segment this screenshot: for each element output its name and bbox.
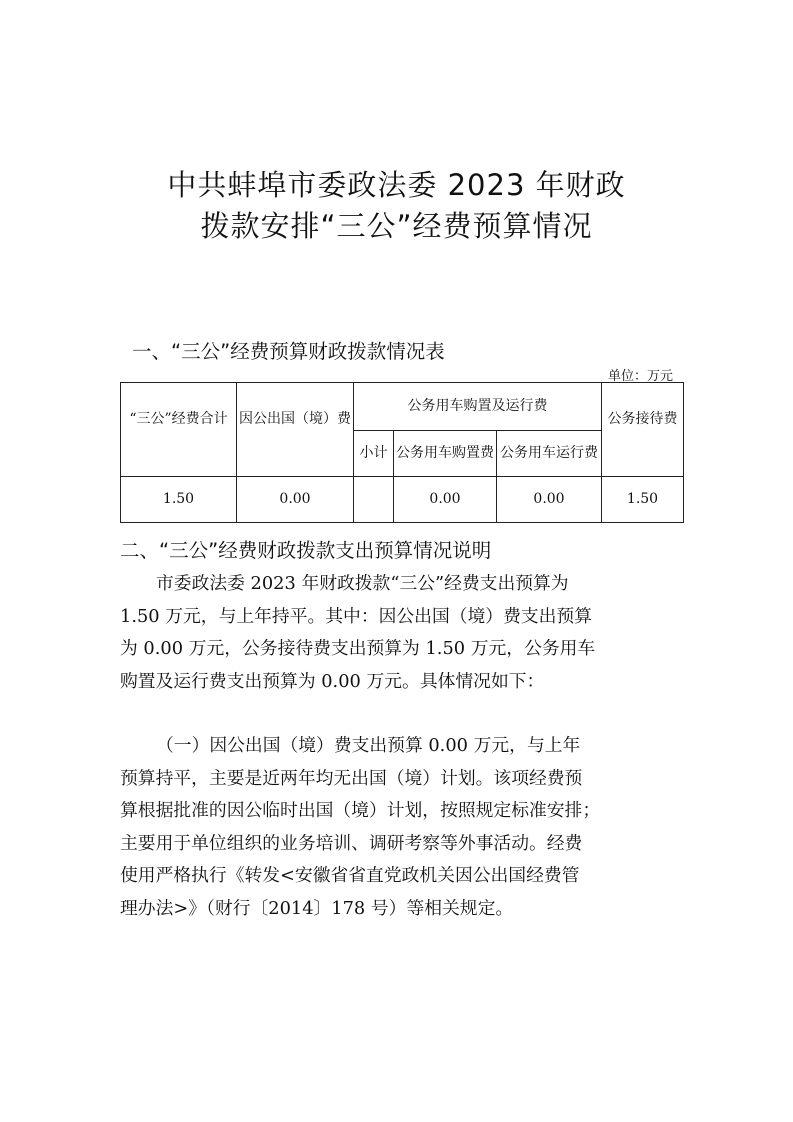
header-reception — [602, 383, 684, 477]
doc-title-line2: 拨款安排“三公”经费预算情况 — [200, 209, 593, 243]
value-vehicle-subtotal — [354, 477, 394, 523]
value-reception: 1.50 — [602, 477, 684, 523]
header-vehicle-subtotal — [354, 431, 394, 477]
header-total — [121, 383, 237, 477]
unit-label: 单位：万元 — [607, 369, 673, 384]
paragraph-travel — [120, 730, 685, 925]
paragraph-line: 为 0.00 万元，公务接待费支出预算为 1.50 万元，公务用车 — [120, 638, 596, 659]
fee-table — [120, 382, 684, 523]
paragraph-line: 1.50 万元，与上年持平。其中：因公出国（境）费支出预算 — [120, 605, 592, 627]
header-travel-label: 因公出国（境）费 — [239, 411, 351, 427]
paragraph-line: 市委政法委 2023 年财政拨款“三公”经费支出预算为 — [156, 573, 569, 594]
header-vehicle-group — [354, 383, 602, 431]
value-travel: 0.00 — [237, 477, 354, 523]
header-reception-label: 公务接待费 — [607, 411, 678, 427]
header-travel — [237, 383, 354, 477]
header-vehicle-purchase-label: 公务用车购置费 — [396, 445, 494, 461]
value-vehicle-purchase: 0.00 — [394, 477, 497, 523]
value-vehicle-operation: 0.00 — [497, 477, 602, 523]
section1-heading: 一、“三公”经费预算财政拨款情况表 — [132, 340, 445, 363]
paragraph-line: 主要用于单位组织的业务培训、调研考察等外事活动。经费 — [120, 832, 583, 854]
header-vehicle-operation — [497, 431, 602, 477]
section2-heading: 二、“三公”经费财政拨款支出预算情况说明 — [120, 539, 492, 562]
table-row — [121, 477, 684, 523]
header-vehicle-group-label: 公务用车购置及运行费 — [407, 398, 548, 414]
paragraph-summary — [120, 568, 685, 698]
value-total: 1.50 — [121, 477, 237, 523]
header-total-label: “三公”经费合计 — [129, 411, 228, 427]
header-vehicle-subtotal-label: 小计 — [359, 445, 388, 461]
header-vehicle-operation-label: 公务用车运行费 — [500, 445, 598, 461]
doc-title-line1: 中共蚌埠市委政法委 2023 年财政 — [167, 168, 626, 202]
header-vehicle-purchase — [394, 431, 497, 477]
paragraph-line: 理办法>》（财行〔2014〕178 号）等相关规定。 — [120, 897, 514, 919]
paragraph-line: 算根据批准的因公临时出国（境）计划，按照规定标准安排； — [120, 800, 601, 821]
paragraph-line: 预算持平，主要是近两年均无出国（境）计划。该项经费预 — [120, 767, 583, 789]
paragraph-line: （一）因公出国（境）费支出预算 0.00 万元，与上年 — [156, 735, 581, 756]
paragraph-line: 使用严格执行《转发<安徽省省直党政机关因公出国经费管 — [120, 865, 580, 886]
table-header-row — [121, 383, 684, 431]
paragraph-line: 购置及运行费支出预算为 0.00 万元。具体情况如下： — [120, 670, 545, 692]
